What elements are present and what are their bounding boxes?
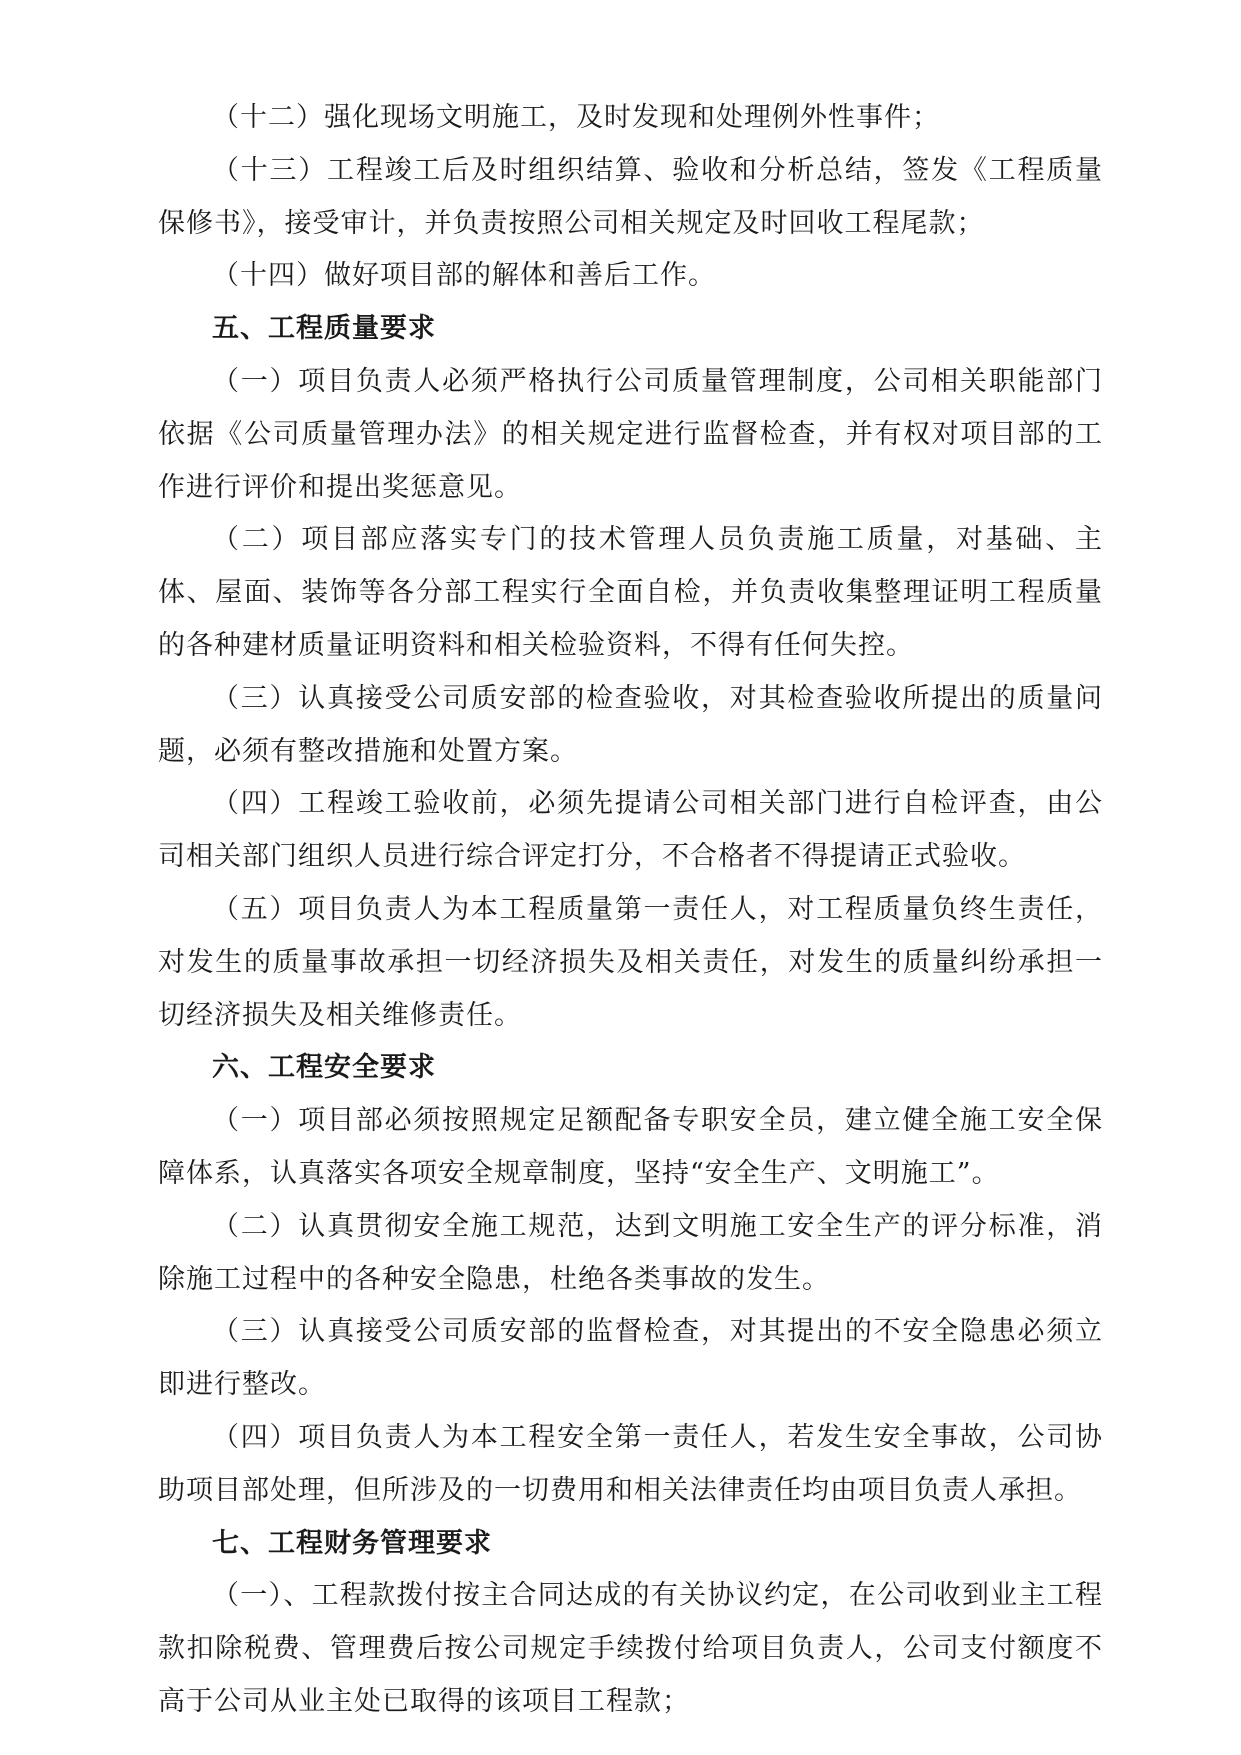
paragraph-item-13: （十三）工程竣工后及时组织结算、验收和分析总结，签发《工程质量保修书》，接受审计，并负责按照公司相关规定及时回收工程尾款；	[158, 154, 1103, 239]
finance-paragraph-1: （一）、工程款拨付按主合同达成的有关协议约定，在公司收到业主工程款扣除税费、管理费后按公司规定手续拨付给项目负责人，公司支付额度不高于公司从业主处已取得的该项目工程款；	[158, 1580, 1103, 1717]
safety-paragraph-4: （四）项目负责人为本工程安全第一责任人，若发生安全事故，公司协助项目部处理，但所涉及的一切费用和相关法律责任均由项目负责人承担。	[158, 1421, 1103, 1506]
quality-paragraph-2: （二）项目部应落实专门的技术管理人员负责施工质量，对基础、主体、屋面、装饰等各分部工程实行全面自检，并负责收集整理证明工程质量的各种建材质量证明资料和相关检验资料，不得有任何失控。	[158, 524, 1103, 661]
document-body	[158, 92, 1103, 1729]
quality-paragraph-1: （一）项目负责人必须严格执行公司质量管理制度，公司相关职能部门依据《公司质量管理办法》的相关规定进行监督检查，并有权对项目部的工作进行评价和提出奖惩意见。	[158, 365, 1103, 503]
quality-paragraph-3: （三）认真接受公司质安部的检查验收，对其检查验收所提出的质量问题，必须有整改措施和处置方案。	[158, 682, 1103, 767]
safety-paragraph-3: （三）认真接受公司质安部的监督检查，对其提出的不安全隐患必须立即进行整改。	[158, 1316, 1103, 1401]
safety-paragraph-2: （二）认真贯彻安全施工规范，达到文明施工安全生产的评分标准，消除施工过程中的各种安全隐患，杜绝各类事故的发生。	[158, 1210, 1103, 1295]
quality-paragraph-5: （五）项目负责人为本工程质量第一责任人，对工程质量负终生责任，对发生的质量事故承担一切经济损失及相关责任，对发生的质量纠纷承担一切经济损失及相关维修责任。	[158, 893, 1103, 1031]
paragraph-item-12: （十二）强化现场文明施工，及时发现和处理例外性事件；	[212, 102, 940, 133]
quality-paragraph-4: （四）工程竣工验收前，必须先提请公司相关部门进行自检评查，由公司相关部门组织人员进行综合评定打分，不合格者不得提请正式验收。	[158, 788, 1103, 873]
paragraph-item-14: （十四）做好项目部的解体和善后工作。	[212, 260, 716, 292]
section-heading-safety: 六、工程安全要求	[212, 1052, 436, 1084]
section-heading-quality: 五、工程质量要求	[212, 313, 436, 345]
safety-paragraph-1: （一）项目部必须按照规定足额配备专职安全员，建立健全施工安全保障体系，认真落实各项安全规章制度，坚持“安全生产、文明施工”。	[158, 1105, 1103, 1189]
section-heading-finance: 七、工程财务管理要求	[212, 1527, 492, 1559]
